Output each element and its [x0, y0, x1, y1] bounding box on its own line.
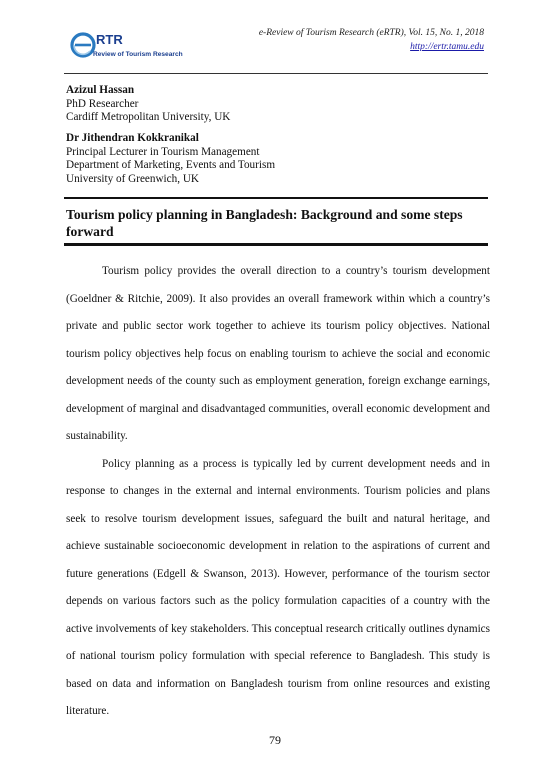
author-affiliation-line: PhD Researcher	[66, 97, 139, 110]
journal-header	[259, 26, 484, 54]
journal-url-link[interactable]: http://ertr.tamu.edu	[410, 42, 484, 52]
author-block	[66, 84, 230, 125]
body-paragraph: Tourism policy provides the overall direction to a country’s tourism development (Goeldner & Ritchie, 2009). It also provides an overall framework within which a country’s private and public sector work together to achieve its tourism policy objectives. National tourism policy objectives help focus on enabling tourism to achieve the social and economic development needs of the county such as employment generation, foreign exchange earnings, development of marginal and disadvantaged communities, overall economic development and sustainability.	[66, 265, 490, 442]
article-body	[66, 258, 490, 726]
author-affiliation-line: Cardiff Metropolitan University, UK	[66, 111, 231, 123]
author-affiliation-line: Principal Lecturer in Tourism Management	[66, 145, 260, 158]
author-affiliation-line: Department of Marketing, Events and Tourism	[66, 159, 276, 171]
logo-main-text: RTR	[96, 32, 123, 47]
journal-logo	[70, 30, 185, 60]
header-divider	[64, 73, 488, 74]
journal-citation: e-Review of Tourism Research (eRTR), Vol. 15, No. 1, 2018	[258, 28, 484, 38]
title-top-rule	[64, 197, 488, 199]
body-paragraph: Policy planning as a process is typically led by current development needs and in response to changes in the external and internal environments. Tourism policies and plans seek to resolve tourism development issues, safeguard the built and natural heritage, and achieve sustainable socioeconomic development in relation to the aspirations of current and future generations (Edgell & Swanson, 2013). However, performance of the tourism sector depends on various factors such as the policy formulation capacities of a country with the active involvements of key stakeholders. This conceptual research critically outlines dynamics of national tourism policy formulation with special reference to Bangladesh. This study is based on data and information on Bangladesh tourism from online resources and existing literature.	[66, 457, 490, 717]
author-block	[66, 132, 275, 186]
logo-sub-text: Review of Tourism Research	[93, 51, 183, 58]
page-number: 79	[269, 733, 281, 747]
paper-title: Tourism policy planning in Bangladesh: Background and some steps forward	[66, 207, 463, 239]
author-affiliation-line: University of Greenwich, UK	[66, 172, 199, 185]
author-name: Dr Jithendran Kokkranikal	[66, 132, 199, 144]
title-bottom-rule	[64, 243, 488, 246]
author-name: Azizul Hassan	[66, 84, 135, 96]
